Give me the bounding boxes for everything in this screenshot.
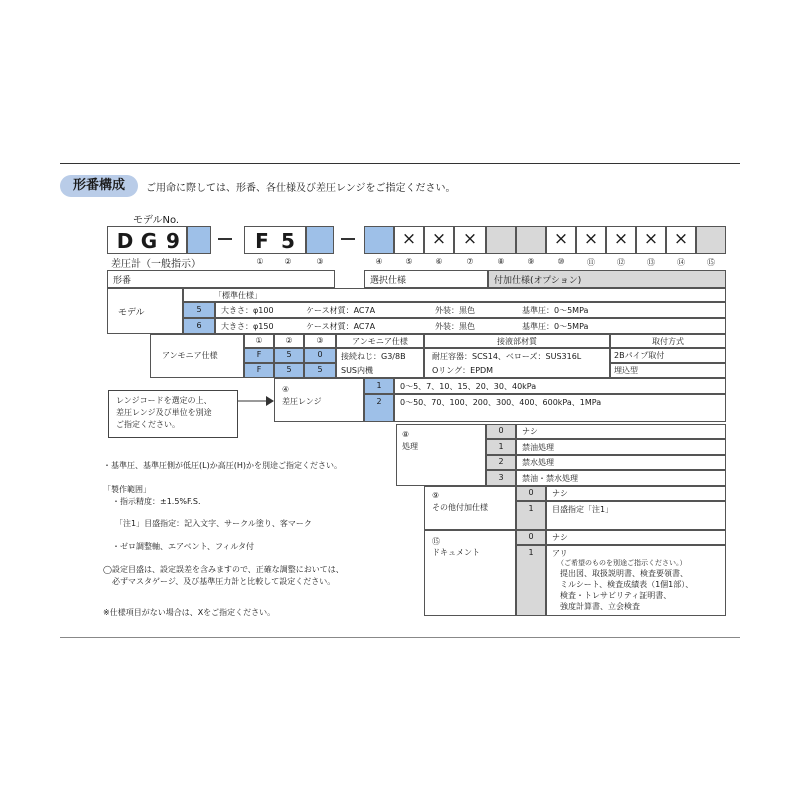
range-r2-code: 2 bbox=[376, 397, 382, 406]
document-num: ⑮ bbox=[432, 537, 440, 546]
model-row-1-case: ケース材質：AC7A bbox=[306, 306, 376, 315]
model-std-header: 「標準仕様」 bbox=[214, 291, 262, 300]
model-row-2-pressure: 基準圧：0〜5MPa bbox=[522, 322, 589, 331]
note-range-title: 「製作範囲」 bbox=[103, 485, 151, 494]
note-scale-spec: 「注1」目盛指定：記入文字、サークル塗り、客マーク bbox=[115, 519, 312, 528]
range-note-line-2: 差圧レンジ及び単位を別途 bbox=[116, 408, 212, 417]
treatment-r2-code: 1 bbox=[498, 442, 504, 451]
range-label: 差圧レンジ bbox=[282, 397, 322, 406]
num-10: ⑩ bbox=[557, 257, 565, 266]
range-r2-text: 0〜50、70、100、200、300、400、600kPa、1MPa bbox=[400, 398, 602, 407]
model-caption: 差圧計（一般指示） bbox=[111, 259, 201, 270]
model-row-1-size: 大きさ：φ100 bbox=[221, 306, 274, 315]
selection-label: 選択仕様 bbox=[370, 276, 407, 286]
range-num: ④ bbox=[282, 385, 290, 394]
model-label: モデル bbox=[118, 308, 145, 318]
note-zero-adjust: ・ゼロ調整軸、エアベント、フィルタ付 bbox=[112, 542, 254, 551]
treatment-label: 処理 bbox=[402, 442, 418, 451]
range-note-line-1: レンジコードを選定の上、 bbox=[116, 396, 212, 405]
other-r2-code: 1 bbox=[528, 504, 534, 513]
treatment-r1-cell bbox=[516, 424, 726, 439]
katahan-header bbox=[107, 270, 335, 288]
range-r1-code: 1 bbox=[376, 381, 382, 390]
top-rule bbox=[60, 163, 740, 164]
document-detail-line-4: 検査・トレサビリティ証明書、 bbox=[560, 591, 672, 600]
treatment-r4-code: 3 bbox=[498, 473, 504, 482]
note-setting-2: 必ずマスタゲージ、及び基準圧力計と比較して設定ください。 bbox=[112, 577, 336, 586]
x-mark-14: × bbox=[673, 229, 689, 249]
note-no-item: ※仕様項目がない場合は、Xをご指定ください。 bbox=[103, 608, 276, 617]
num-7: ⑦ bbox=[466, 257, 474, 266]
model-row-1-code: 5 bbox=[196, 305, 202, 314]
num-14: ⑭ bbox=[677, 258, 685, 267]
model-row-2-color: 外装：黒色 bbox=[435, 322, 475, 331]
ammonia-spec-r2: SUS内機 bbox=[341, 366, 374, 375]
other-r1-code: 0 bbox=[528, 488, 534, 497]
prefix-char-2: G bbox=[140, 229, 158, 253]
other-label: その他付加仕様 bbox=[432, 503, 488, 512]
dash-1 bbox=[218, 238, 232, 240]
other-r2-text: 目盛指定「注1」 bbox=[552, 505, 614, 514]
document-label: ドキュメント bbox=[432, 548, 480, 557]
treatment-r3-text: 禁水処理 bbox=[522, 458, 554, 467]
ammonia-r2-c3: 5 bbox=[317, 365, 323, 374]
code-slot-8 bbox=[486, 226, 516, 254]
treatment-r2-text: 禁油処理 bbox=[522, 443, 554, 452]
code-char-5: 5 bbox=[281, 229, 295, 253]
other-r1-cell bbox=[546, 486, 726, 501]
num-13: ⑬ bbox=[647, 258, 655, 267]
section-title: 形番構成 bbox=[60, 175, 138, 197]
num-3: ③ bbox=[316, 257, 324, 266]
ammonia-colnum-1: ① bbox=[255, 336, 263, 345]
ammonia-r2-c2: 5 bbox=[286, 365, 292, 374]
note-accuracy: ・指示精度：±1.5%F.S. bbox=[112, 497, 201, 506]
model-no-label: モデルNo. bbox=[133, 215, 180, 226]
range-r1-text: 0〜5、7、10、15、20、30、40kPa bbox=[400, 382, 537, 391]
dash-2 bbox=[341, 238, 355, 240]
code-slot-9 bbox=[516, 226, 546, 254]
document-r1-code: 0 bbox=[528, 532, 534, 541]
num-8: ⑧ bbox=[497, 257, 505, 266]
ammonia-wetted-header: 接液部材質 bbox=[497, 337, 537, 346]
num-11: ⑪ bbox=[587, 258, 595, 267]
ammonia-colnum-2: ② bbox=[285, 336, 293, 345]
code-slot-3 bbox=[306, 226, 334, 254]
arrow-right-icon bbox=[238, 394, 274, 408]
ammonia-wetted-r1: 耐圧容器：SCS14、ベローズ：SUS316L bbox=[432, 352, 582, 361]
note-base-pressure: ・基準圧、基準圧側が低圧(L)か高圧(H)かを別途ご指定ください。 bbox=[103, 461, 342, 470]
num-4: ④ bbox=[375, 257, 383, 266]
model-std-header-cell bbox=[183, 288, 726, 302]
num-5: ⑤ bbox=[405, 257, 413, 266]
document-r2-text: アリ bbox=[552, 549, 568, 558]
prefix-char-3: 9 bbox=[166, 229, 180, 253]
code-slot-4 bbox=[364, 226, 394, 254]
document-detail-line-3: ミルシート、検査成績表（1個1部）、 bbox=[560, 580, 694, 589]
prefix-char-1: D bbox=[116, 229, 134, 253]
ammonia-r2-c1: F bbox=[256, 365, 262, 374]
document-r2-code: 1 bbox=[528, 548, 534, 557]
note-setting-1: ◯設定目盛は、設定誤差を含みますので、正確な調整においては、 bbox=[103, 565, 344, 574]
num-2: ② bbox=[284, 257, 292, 266]
code-char-f: F bbox=[255, 229, 269, 253]
lead-text: ご用命に際しては、形番、各仕様及び差圧レンジをご指定ください。 bbox=[146, 183, 456, 194]
x-mark-11: × bbox=[583, 229, 599, 249]
document-detail-line-5: 強度計算書、立会検査 bbox=[560, 602, 640, 611]
range-note-line-3: ご指定ください。 bbox=[116, 420, 180, 429]
document-r1-cell bbox=[546, 530, 726, 545]
ammonia-mount-header: 取付方式 bbox=[652, 337, 684, 346]
ammonia-mount-r2: 埋込型 bbox=[614, 366, 638, 375]
x-mark-12: × bbox=[613, 229, 629, 249]
bottom-rule bbox=[60, 637, 740, 638]
treatment-r4-text: 禁油・禁水処理 bbox=[522, 474, 578, 483]
ammonia-mount-r1: 2Bパイプ取付 bbox=[614, 351, 665, 360]
model-row-2-case: ケース材質：AC7A bbox=[306, 322, 376, 331]
model-row-2-code: 6 bbox=[196, 321, 202, 330]
x-mark-7: × bbox=[462, 229, 478, 249]
x-mark-5: × bbox=[401, 229, 417, 249]
ammonia-wetted-r2: Oリング：EPDM bbox=[432, 366, 494, 375]
num-15: ⑮ bbox=[707, 258, 715, 267]
ammonia-r1-c2: 5 bbox=[286, 350, 292, 359]
ammonia-colnum-3: ③ bbox=[316, 336, 324, 345]
other-r1-text: ナシ bbox=[552, 489, 568, 498]
treatment-r1-code: 0 bbox=[498, 426, 504, 435]
treatment-label-cell bbox=[396, 424, 486, 486]
katahan-label: 形番 bbox=[113, 276, 132, 286]
ammonia-r1-c1: F bbox=[256, 350, 262, 359]
code-slot-15 bbox=[696, 226, 726, 254]
ammonia-spec-r1: 接続ねじ：G3/8B bbox=[341, 352, 406, 361]
x-mark-10: × bbox=[553, 229, 569, 249]
num-6: ⑥ bbox=[435, 257, 443, 266]
ammonia-spec-header: アンモニア仕様 bbox=[352, 337, 408, 346]
ammonia-label: アンモニア仕様 bbox=[162, 351, 218, 360]
document-detail-line-1: （ご希望のものを別途ご指示ください。） bbox=[557, 559, 687, 567]
model-row-2-size: 大きさ：φ150 bbox=[221, 322, 274, 331]
model-row-1-pressure: 基準圧：0〜5MPa bbox=[522, 306, 589, 315]
num-1: ① bbox=[256, 257, 264, 266]
treatment-num: ⑧ bbox=[402, 430, 410, 439]
options-label: 付加仕様(オプション) bbox=[494, 276, 582, 286]
other-num: ⑨ bbox=[432, 491, 440, 500]
x-mark-13: × bbox=[643, 229, 659, 249]
ammonia-r1-c3: 0 bbox=[317, 350, 323, 359]
x-mark-6: × bbox=[431, 229, 447, 249]
num-9: ⑨ bbox=[527, 257, 535, 266]
treatment-r3-code: 2 bbox=[498, 457, 504, 466]
model-row-1-color: 外装：黒色 bbox=[435, 306, 475, 315]
treatment-r1-text: ナシ bbox=[522, 427, 538, 436]
document-r1-text: ナシ bbox=[552, 533, 568, 542]
document-detail-line-2: 提出図、取扱説明書、検査要領書、 bbox=[560, 569, 688, 578]
num-12: ⑫ bbox=[617, 258, 625, 267]
code-slot-blank bbox=[187, 226, 211, 254]
